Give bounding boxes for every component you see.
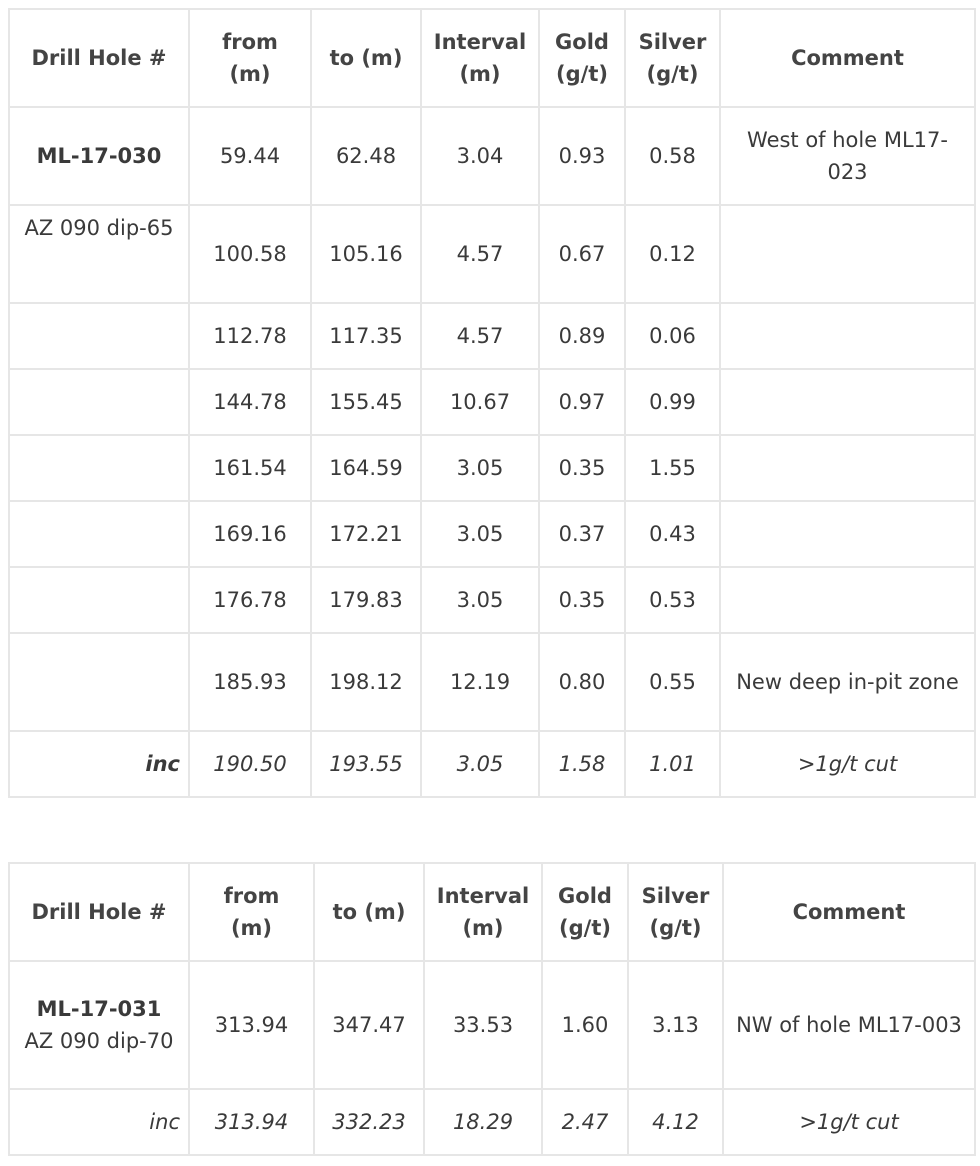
drill-results-table-ml-17-030: [8, 8, 976, 798]
header-silver-line1: Silver: [638, 30, 707, 54]
from-cell: 59.44: [189, 107, 311, 205]
gold-cell: 1.60: [542, 961, 628, 1089]
from-cell: 313.94: [189, 1089, 314, 1155]
interval-cell: 12.19: [421, 633, 539, 731]
interval-cell: 33.53: [424, 961, 542, 1089]
comment-cell: [720, 501, 975, 567]
from-cell: 313.94: [189, 961, 314, 1089]
drill-hole-cell: [9, 303, 189, 369]
table-row: [9, 961, 975, 1089]
to-cell: 172.21: [311, 501, 421, 567]
silver-cell: 1.55: [625, 435, 720, 501]
header-gold-line2: (g/t): [559, 916, 611, 940]
header-gold: [542, 863, 628, 961]
silver-cell: 1.01: [625, 731, 720, 797]
header-gold-line2: (g/t): [556, 62, 608, 86]
interval-cell: 18.29: [424, 1089, 542, 1155]
table-row: [9, 303, 975, 369]
drill-hole-cell: ML-17-030: [9, 107, 189, 205]
to-cell: 193.55: [311, 731, 421, 797]
drill-hole-cell: [9, 435, 189, 501]
silver-cell: 3.13: [628, 961, 723, 1089]
interval-cell: 3.04: [421, 107, 539, 205]
silver-cell: 0.12: [625, 205, 720, 303]
interval-cell: 4.57: [421, 303, 539, 369]
from-cell: 190.50: [189, 731, 311, 797]
silver-cell: 0.43: [625, 501, 720, 567]
header-silver: [625, 9, 720, 107]
header-row: [9, 9, 975, 107]
table-row: [9, 205, 975, 303]
gold-cell: 0.80: [539, 633, 625, 731]
header-from-line2: (m): [230, 916, 273, 940]
table-row: [9, 107, 975, 205]
header-row: [9, 863, 975, 961]
from-cell: 112.78: [189, 303, 311, 369]
header-silver: [628, 863, 723, 961]
from-cell: 144.78: [189, 369, 311, 435]
header-silver-line1: Silver: [641, 884, 710, 908]
from-cell: 176.78: [189, 567, 311, 633]
drill-hole-cell: AZ 090 dip-65: [9, 205, 189, 303]
table-row: [9, 501, 975, 567]
gold-cell: 0.97: [539, 369, 625, 435]
to-cell: 155.45: [311, 369, 421, 435]
to-cell: 347.47: [314, 961, 424, 1089]
interval-cell: 4.57: [421, 205, 539, 303]
silver-cell: 0.55: [625, 633, 720, 731]
interval-cell: 3.05: [421, 435, 539, 501]
gold-cell: 0.89: [539, 303, 625, 369]
comment-cell: [720, 369, 975, 435]
comment-cell: [720, 205, 975, 303]
header-drill-hole: Drill Hole #: [9, 9, 189, 107]
table-row: [9, 435, 975, 501]
interval-cell: 10.67: [421, 369, 539, 435]
header-from-line1: from: [222, 30, 278, 54]
header-gold-line1: Gold: [555, 30, 609, 54]
header-interval-line1: Interval: [433, 30, 527, 54]
comment-cell: >1g/t cut: [723, 1089, 975, 1155]
silver-cell: 0.99: [625, 369, 720, 435]
header-drill-hole: Drill Hole #: [9, 863, 189, 961]
drill-hole-cell: [9, 369, 189, 435]
drill-hole-azimuth: AZ 090 dip-70: [24, 1029, 174, 1053]
from-cell: 100.58: [189, 205, 311, 303]
silver-cell: 0.58: [625, 107, 720, 205]
to-cell: 105.16: [311, 205, 421, 303]
gold-cell: 0.67: [539, 205, 625, 303]
header-comment: Comment: [720, 9, 975, 107]
gold-cell: 2.47: [542, 1089, 628, 1155]
header-from-line1: from: [223, 884, 280, 908]
gold-cell: 0.93: [539, 107, 625, 205]
drill-results-table-ml-17-031: [8, 862, 976, 1156]
from-cell: 169.16: [189, 501, 311, 567]
gold-cell: 0.35: [539, 435, 625, 501]
gold-cell: 1.58: [539, 731, 625, 797]
header-interval-line2: (m): [459, 62, 501, 86]
drill-hole-cell: inc: [9, 1089, 189, 1155]
from-cell: 185.93: [189, 633, 311, 731]
header-from-line2: (m): [229, 62, 271, 86]
drill-hole-cell: inc: [9, 731, 189, 797]
to-cell: 332.23: [314, 1089, 424, 1155]
interval-cell: 3.05: [421, 501, 539, 567]
header-silver-line2: (g/t): [649, 916, 702, 940]
interval-cell: 3.05: [421, 731, 539, 797]
header-interval-line1: Interval: [436, 884, 530, 908]
header-gold: [539, 9, 625, 107]
table-row: [9, 1089, 975, 1155]
header-to: to (m): [314, 863, 424, 961]
silver-cell: 4.12: [628, 1089, 723, 1155]
comment-cell: [720, 567, 975, 633]
gold-cell: 0.35: [539, 567, 625, 633]
comment-cell: New deep in-pit zone: [720, 633, 975, 731]
comment-cell: West of hole ML17-023: [720, 107, 975, 205]
to-cell: 198.12: [311, 633, 421, 731]
to-cell: 164.59: [311, 435, 421, 501]
header-silver-line2: (g/t): [646, 62, 699, 86]
drill-hole-cell: [9, 567, 189, 633]
drill-hole-cell: [9, 501, 189, 567]
table-row: [9, 633, 975, 731]
header-interval: [421, 9, 539, 107]
to-cell: 62.48: [311, 107, 421, 205]
header-interval: [424, 863, 542, 961]
comment-cell: NW of hole ML17-003: [723, 961, 975, 1089]
comment-cell: [720, 303, 975, 369]
header-interval-line2: (m): [462, 916, 504, 940]
header-comment: Comment: [723, 863, 975, 961]
header-from: [189, 863, 314, 961]
from-cell: 161.54: [189, 435, 311, 501]
table-row: [9, 369, 975, 435]
silver-cell: 0.53: [625, 567, 720, 633]
gold-cell: 0.37: [539, 501, 625, 567]
drill-hole-cell: [9, 633, 189, 731]
header-gold-line1: Gold: [558, 884, 612, 908]
table-row: [9, 731, 975, 797]
header-from: [189, 9, 311, 107]
interval-cell: 3.05: [421, 567, 539, 633]
to-cell: 179.83: [311, 567, 421, 633]
table-row: [9, 567, 975, 633]
drill-hole-id: ML-17-031: [36, 997, 162, 1021]
header-to: to (m): [311, 9, 421, 107]
drill-hole-cell: [9, 961, 189, 1089]
silver-cell: 0.06: [625, 303, 720, 369]
comment-cell: >1g/t cut: [720, 731, 975, 797]
comment-cell: [720, 435, 975, 501]
to-cell: 117.35: [311, 303, 421, 369]
